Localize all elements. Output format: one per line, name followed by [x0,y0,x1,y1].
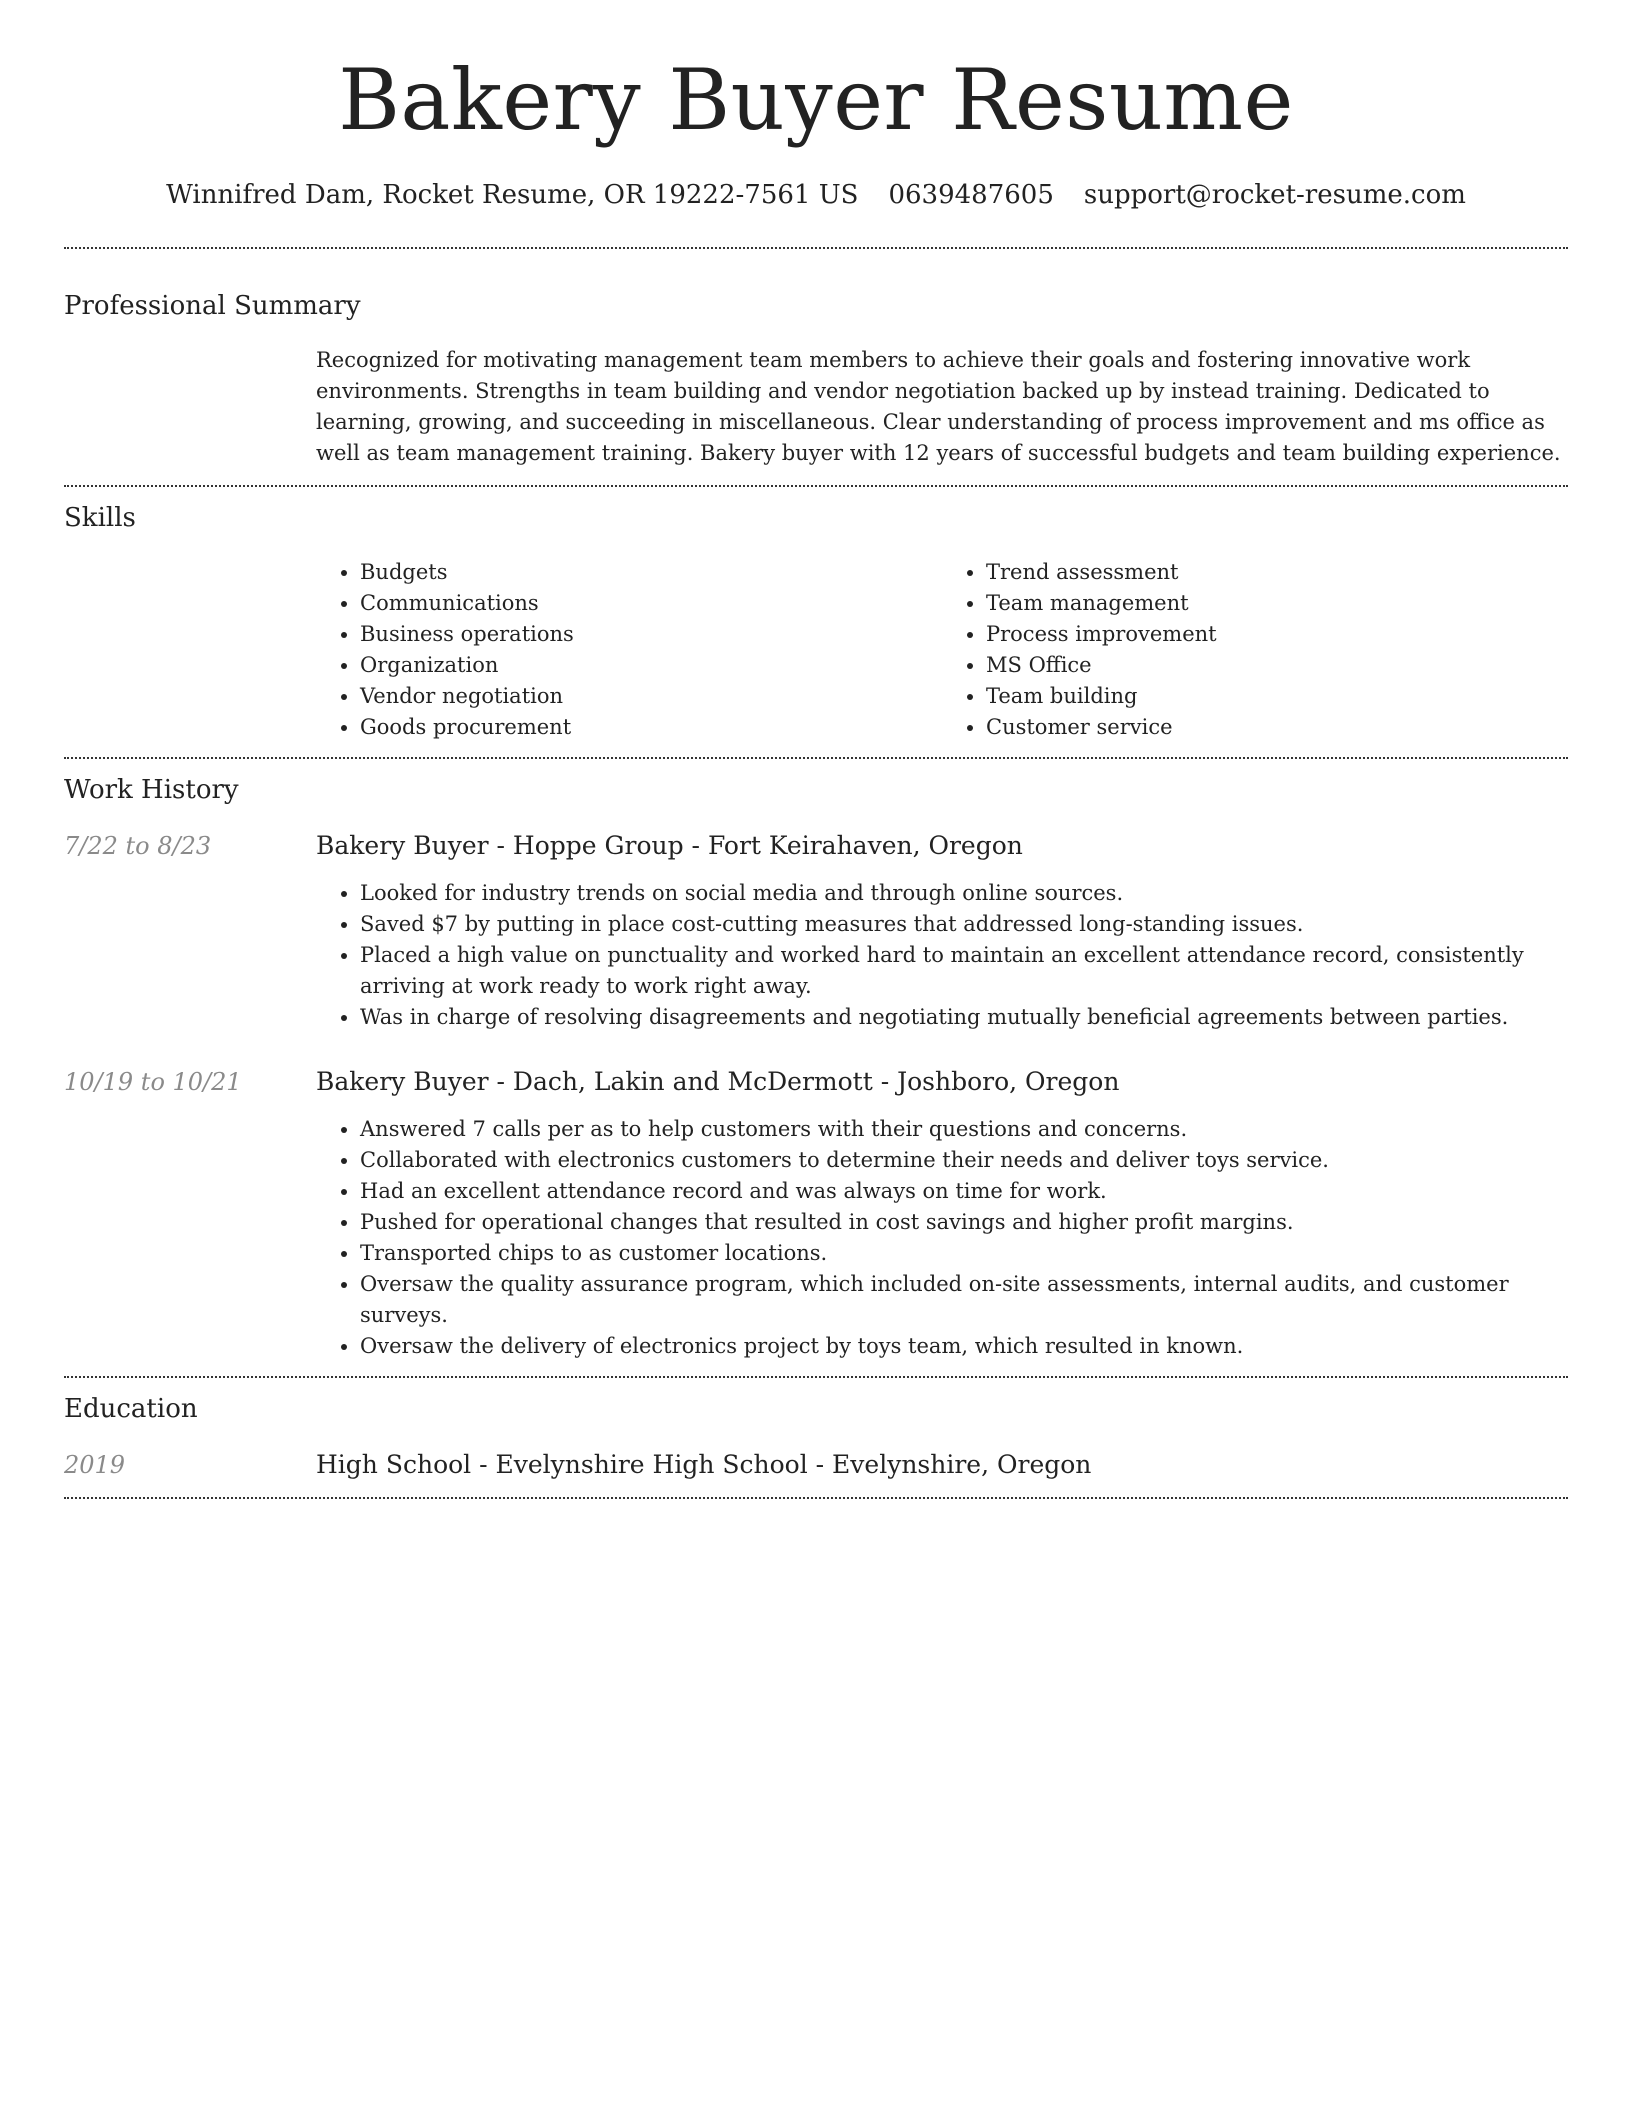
divider [64,757,1568,759]
skills-columns [316,557,1568,743]
work-bullet: • Placed a high value on punctuality and worked hard to maintain an excellent attendance record, consistently arriving at work ready to work right away. [360,940,1568,1002]
skills-list-right [942,557,1568,743]
education-title: High School - Evelynshire High School - Evelynshire, Oregon [316,1450,1092,1480]
work-bullet: • Was in charge of resolving disagreements and negotiating mutually beneficial agreements between parties. [360,1002,1568,1033]
education-section [64,1394,1568,1479]
contact-phone: 0639487605 [888,180,1054,210]
divider [64,1376,1568,1378]
work-bullet: • Had an excellent attendance record and was always on time for work. [360,1176,1568,1207]
contact-address: Winnifred Dam, Rocket Resume, OR 19222-7561 US [166,180,859,210]
work-bullet: • Oversaw the quality assurance program, which included on-site assessments, internal audits, and customer surveys. [360,1269,1568,1331]
work-entry-title: Bakery Buyer - Dach, Lakin and McDermott - Joshboro, Oregon [316,1067,1120,1097]
work-entry-header [64,831,1568,860]
work-bullet: • Looked for industry trends on social media and through online sources. [360,878,1568,909]
education-entry [64,1450,1568,1479]
contact-line [64,180,1568,211]
divider [64,1497,1568,1499]
skills-list-left [316,557,942,743]
skill-item: • Business operations [360,619,942,650]
education-heading: Education [64,1394,198,1425]
work-entry [64,1067,1568,1362]
work-entry-header [64,1067,1568,1096]
skill-item: • Customer service [986,712,1568,743]
page-title: Bakery Buyer Resume [338,51,1294,149]
summary-body [316,345,1568,469]
work-bullets [316,1114,1568,1362]
work-bullet: • Oversaw the delivery of electronics project by toys team, which resulted in known. [360,1331,1568,1362]
skill-item: • Communications [360,588,942,619]
skill-item: • Team building [986,681,1568,712]
skill-item: • Process improvement [986,619,1568,650]
contact-email: support@rocket-resume.com [1083,180,1466,210]
skill-item: • Goods procurement [360,712,942,743]
skill-item: • Organization [360,650,942,681]
work-heading: Work History [64,775,239,806]
summary-text: Recognized for motivating management team members to achieve their goals and fostering innovative work environments. Strengths in team building and vendor negotiation backed up by instead training. Dedicated to learning, growing, and succeeding in miscellaneous. Clear understanding of process improvement and ms office as well as team management training. Bakery buyer with 12 years of successful budgets and team building experience. [316,348,1561,466]
work-bullet: • Transported chips to as customer locations. [360,1238,1568,1269]
skill-item: • Budgets [360,557,942,588]
work-entry-body [316,878,1568,1033]
work-bullet: • Saved $7 by putting in place cost-cutting measures that addressed long-standing issues. [360,909,1568,940]
work-entry [64,831,1568,1033]
work-bullet: • Pushed for operational changes that resulted in cost savings and higher profit margins. [360,1207,1568,1238]
skill-item: • MS Office [986,650,1568,681]
work-bullet: • Collaborated with electronics customers to determine their needs and deliver toys service. [360,1145,1568,1176]
divider [64,485,1568,487]
divider [64,247,1568,249]
summary-heading: Professional Summary [64,291,361,322]
skills-heading: Skills [64,503,136,534]
summary-section [64,291,1568,469]
skill-item: • Vendor negotiation [360,681,942,712]
education-year: 2019 [64,1451,126,1480]
work-entry-dates: 10/19 to 10/21 [64,1068,242,1097]
skill-item: • Trend assessment [986,557,1568,588]
work-entry-title: Bakery Buyer - Hoppe Group - Fort Keirahaven, Oregon [316,831,1023,861]
skills-section [64,503,1568,743]
skill-item: • Team management [986,588,1568,619]
work-section [64,775,1568,1362]
work-entry-body [316,1114,1568,1362]
work-entry-dates: 7/22 to 8/23 [64,832,212,861]
work-bullet: • Answered 7 calls per as to help customers with their questions and concerns. [360,1114,1568,1145]
work-bullets [316,878,1568,1033]
